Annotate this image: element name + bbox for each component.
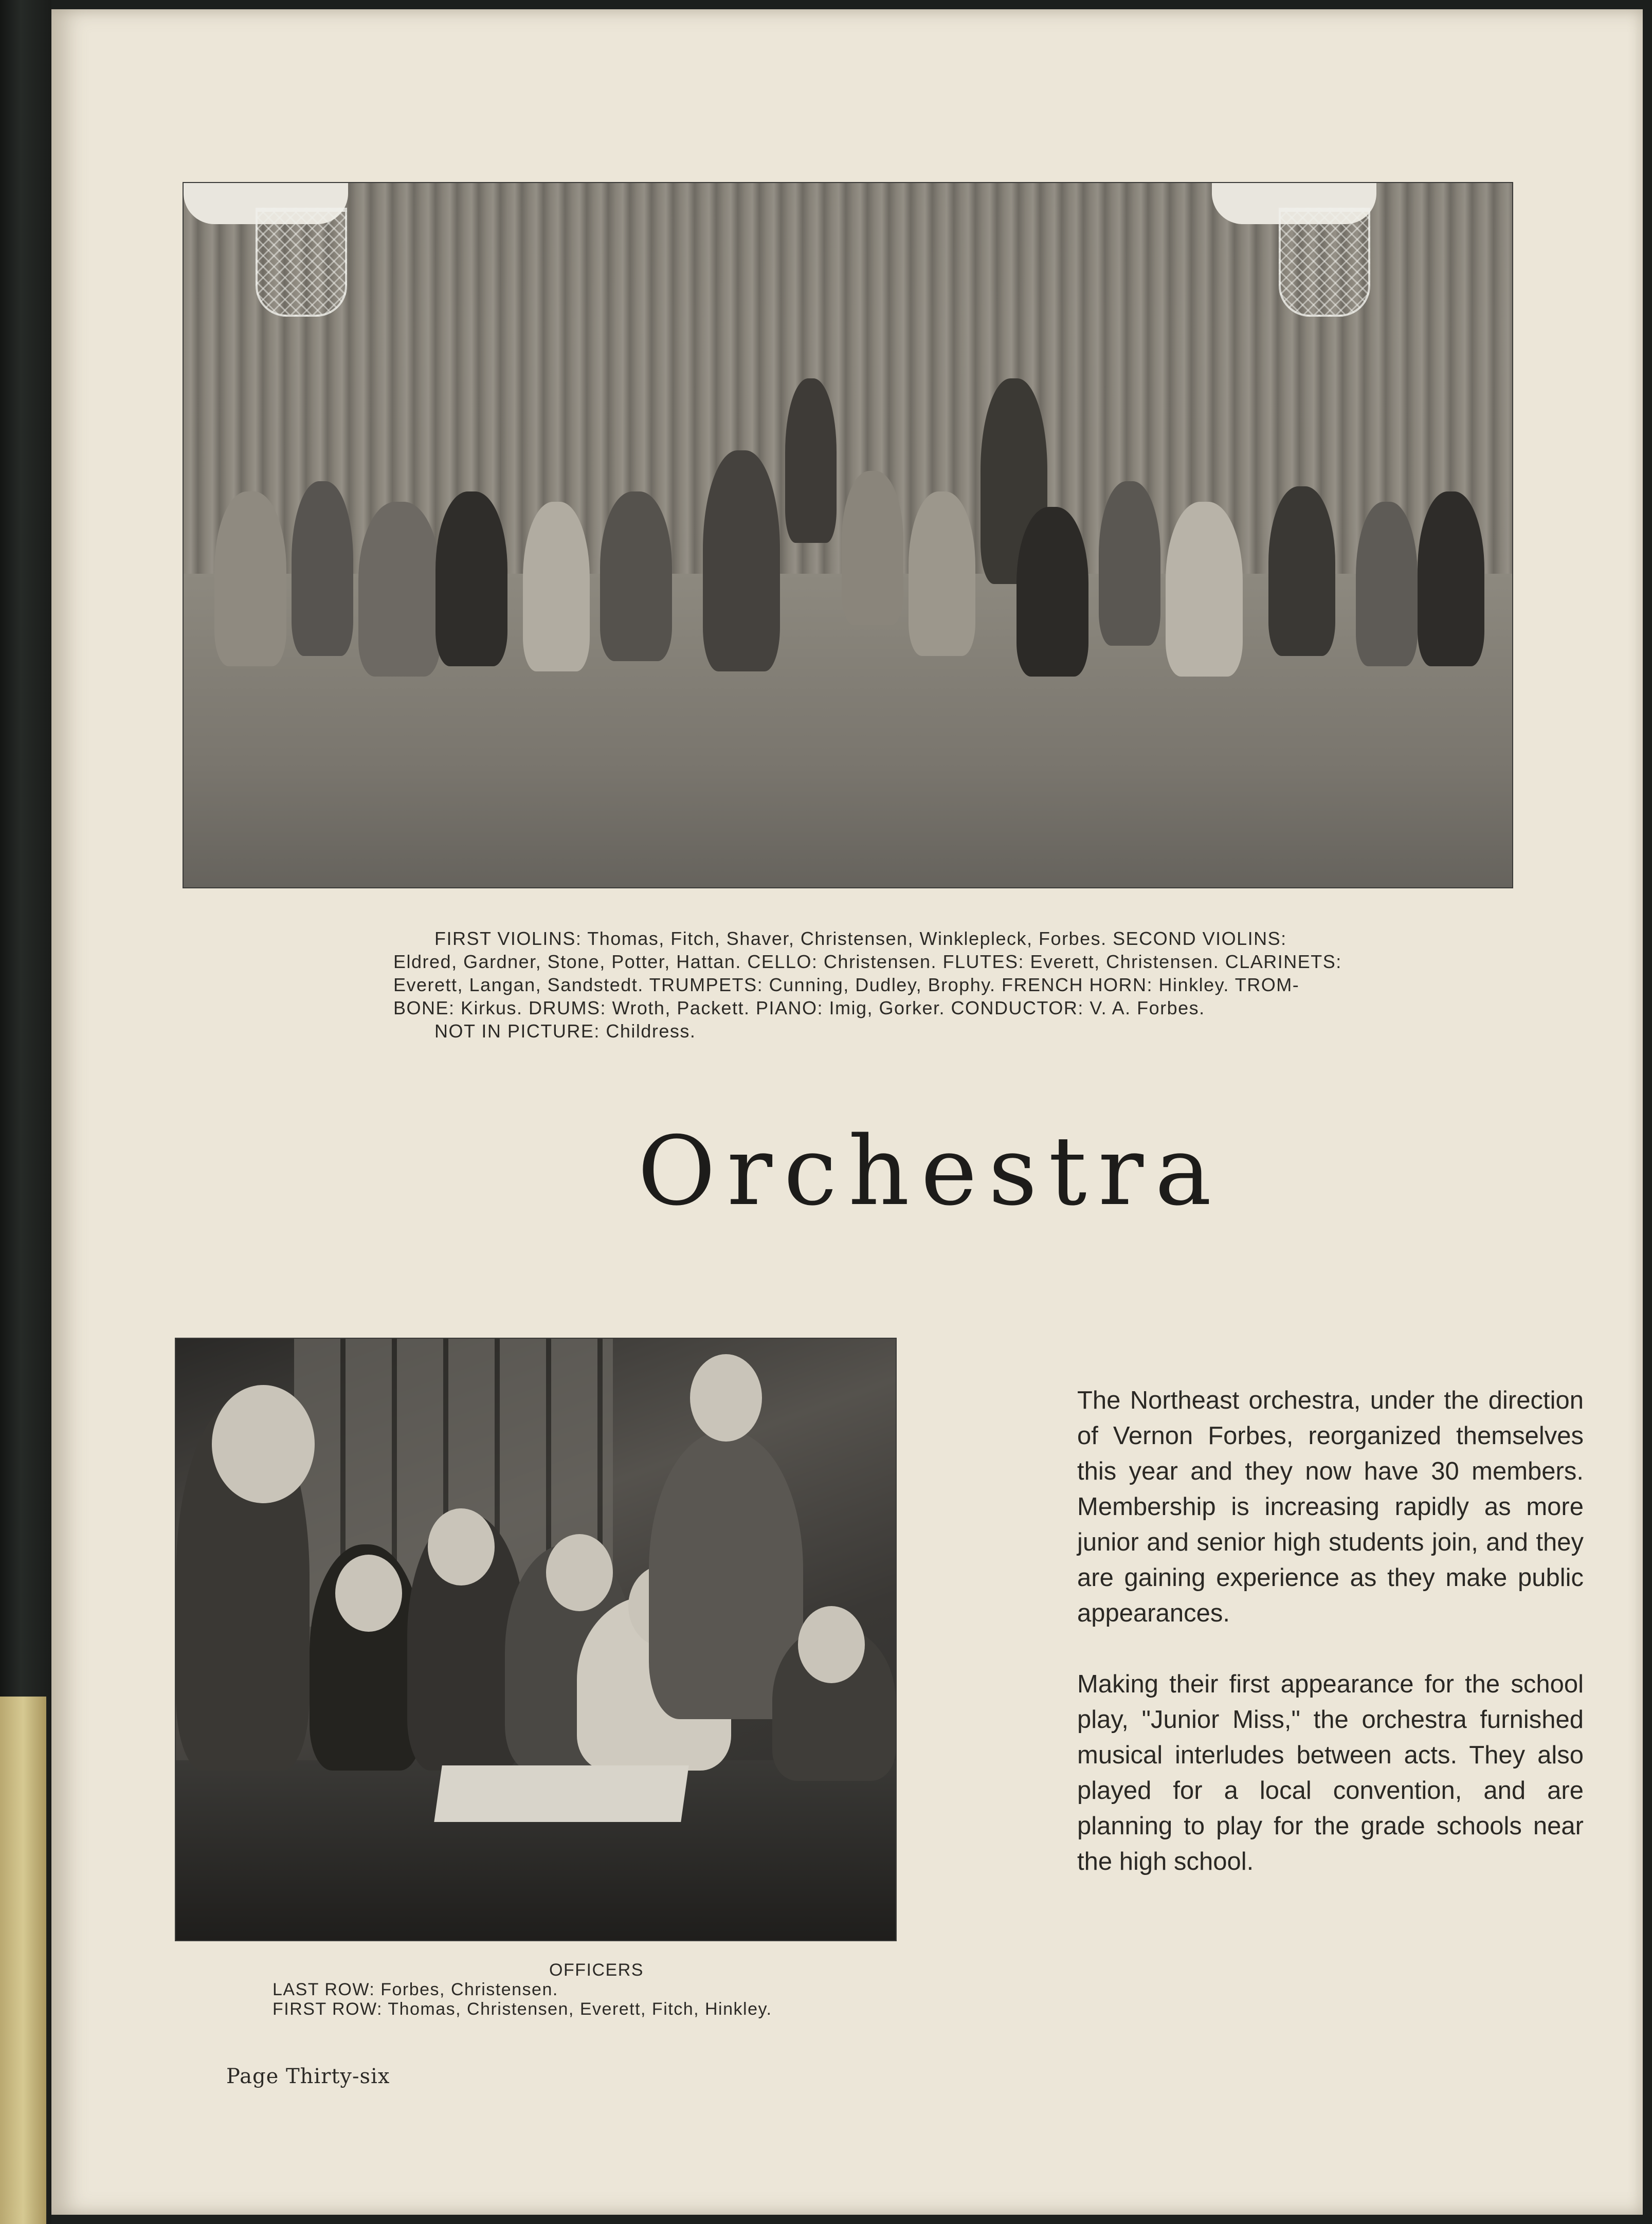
caption-line: NOT IN PICTURE: Childress. <box>434 1020 696 1042</box>
spine-gold-strip <box>0 1697 46 2224</box>
seated-musician <box>1016 507 1088 677</box>
left-basketball-hoop <box>256 208 347 317</box>
page-number: Page Thirty-six <box>226 2065 390 2088</box>
student-face <box>690 1354 762 1442</box>
seated-musician <box>600 491 672 661</box>
seated-musician <box>435 491 507 666</box>
officers-photo-caption <box>273 1960 889 2019</box>
caption-line: FIRST VIOLINS: Thomas, Fitch, Shaver, Christensen, Winklepleck, Forbes. SECOND VIOLINS: <box>434 928 1287 949</box>
orchestra-photo-caption <box>393 927 1409 1043</box>
standing-student <box>785 378 837 543</box>
seated-musician <box>358 502 441 677</box>
caption-line: Everett, Langan, Sandstedt. TRUMPETS: Cunning, Dudley, Brophy. FRENCH HORN: Hinkley. TROM- <box>393 974 1300 995</box>
seated-musician <box>214 491 286 666</box>
paragraph: Making their first appearance for the school play, "Junior Miss," the orchestra furnished musical interludes between acts. They also played for a local convention, and are planning to play for the grade schools near the high school. <box>1077 1670 1584 1875</box>
seated-musician <box>842 471 903 625</box>
seated-musician <box>1099 481 1160 646</box>
adult-face <box>212 1385 315 1503</box>
seated-musician <box>1268 486 1335 656</box>
student-face <box>798 1606 865 1683</box>
officers-first-row: FIRST ROW: Thomas, Christensen, Everett, Fitch, Hinkley. <box>273 1999 772 2019</box>
officers-heading: OFFICERS <box>549 1960 644 1980</box>
cello-player <box>703 450 780 671</box>
right-basketball-hoop <box>1279 208 1370 317</box>
seated-musician <box>1418 491 1484 666</box>
paragraph: The Northeast orchestra, under the direction of Vernon Forbes, reorganized themselves this year and they now have 30 members. Membership is increasing rapidly as more junior and senior high students join, and they are gaining experience as they make public appearances. <box>1077 1387 1584 1627</box>
student-face <box>428 1508 495 1585</box>
caption-line: Eldred, Gardner, Stone, Potter, Hattan. CELLO: Christensen. FLUTES: Everett, Christensen. CLARINETS: <box>393 951 1342 972</box>
yearbook-page <box>51 9 1643 2215</box>
caption-line: BONE: Kirkus. DRUMS: Wroth, Packett. PIANO: Imig, Gorker. CONDUCTOR: V. A. Forbes. <box>393 997 1205 1018</box>
article-body <box>1077 1383 1584 1915</box>
officers-last-row: LAST ROW: Forbes, Christensen. <box>273 1980 558 1999</box>
orchestra-group-photo <box>183 182 1513 888</box>
seated-musician <box>909 491 975 656</box>
student-face <box>546 1534 613 1611</box>
page-title: Orchestra <box>638 1116 1223 1227</box>
student-face <box>335 1555 402 1632</box>
seated-musician <box>523 502 590 671</box>
book-spine <box>0 0 51 2224</box>
seated-musician <box>1356 502 1418 666</box>
seated-musician <box>1166 502 1243 677</box>
open-book <box>434 1765 688 1822</box>
officers-photo <box>175 1338 897 1941</box>
seated-musician <box>292 481 353 656</box>
